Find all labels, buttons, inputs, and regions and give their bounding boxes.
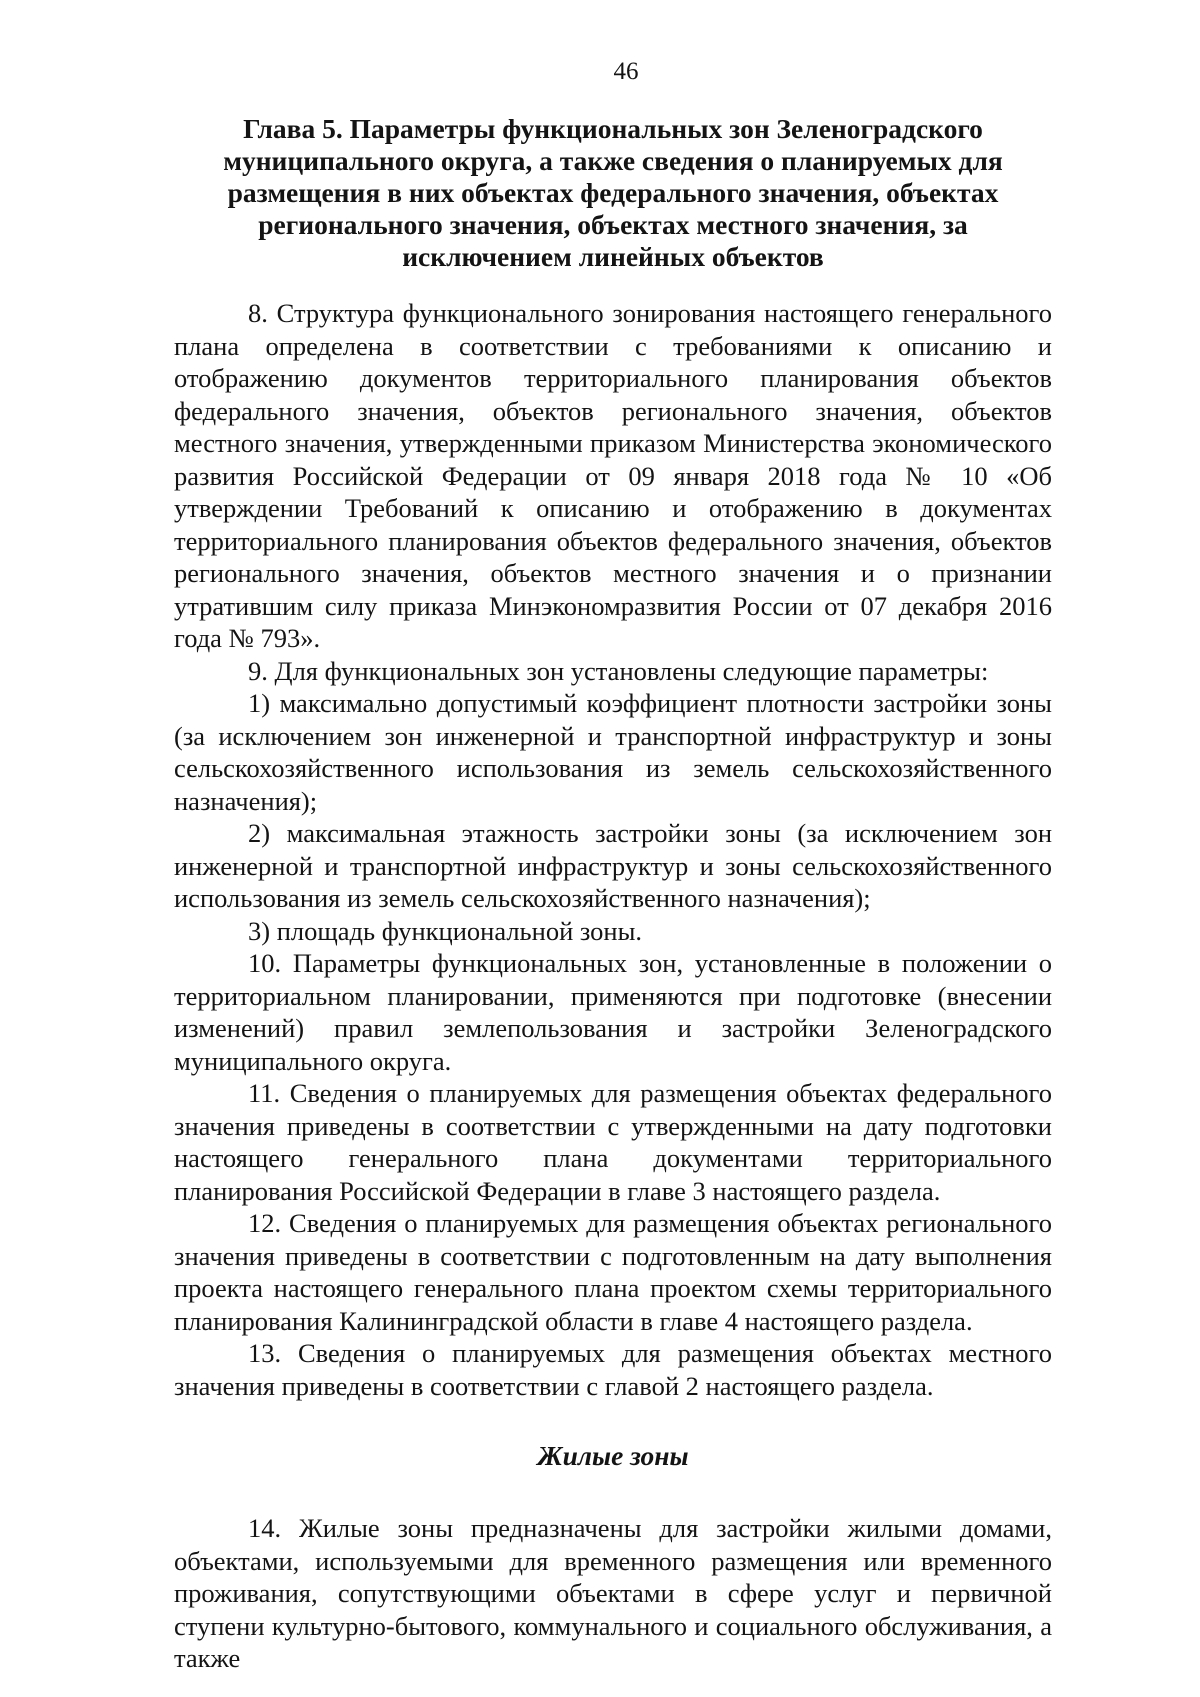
paragraph-13: 13. Сведения о планируемых для размещения объектах местного значения приведены в соответствии с главой 2 настоящего раздела. (174, 1338, 1052, 1401)
body-text (174, 297, 1052, 1675)
chapter-title: Глава 5. Параметры функциональных зон Зеленоградского муниципального округа, а также сведения о планируемых для размещения в них объектах федерального значения, объектах регионального значения, объектах местного значения, за исключением линейных объектов (223, 113, 1003, 272)
paragraph-14: 14. Жилые зоны предназначены для застройки жилыми домами, объектами, используемыми для временного размещения или временного проживания, сопутствующими объектами в сфере услуг и первичной ступени культурно-бытового, коммунального и социального обслуживания, а также (174, 1513, 1052, 1673)
section-heading: Жилые зоны (537, 1440, 689, 1471)
list-item-2: 2) максимальная этажность застройки зоны (за исключением зон инженерной и транспортной инфраструктур и зоны сельскохозяйственного использования из земель сельскохозяйственного назначения); (174, 818, 1052, 913)
paragraph-12: 12. Сведения о планируемых для размещения объектах регионального значения приведены в соответствии с подготовленным на дату выполнения проекта настоящего генерального плана проектом схемы территориального планирования Калининградской области в главе 4 настоящего раздела. (174, 1208, 1052, 1336)
list-item-3: 3) площадь функциональной зоны. (248, 915, 643, 946)
paragraph-8: 8. Структура функционального зонирования настоящего генерального плана определена в соответствии с требованиями к описанию и отображению документов территориального планирования объектов федерального значения, объектов регионального значения, объектов местного значения, утвержденными приказом Министерства экономического развития Российской Федерации от 09 января 2018 года № 10 «Об утверждении Требований к описанию и отображению в документах территориального планирования объектов федерального значения, объектов регионального значения, объектов местного значения и о признании утратившим силу приказа Минэкономразвития России от 07 декабря 2016 года № 793». (174, 298, 1052, 653)
paragraph-11: 11. Сведения о планируемых для размещения объектах федерального значения приведены в соответствии с утвержденными на дату подготовки настоящего генерального плана документами территориального планирования Российской Федерации в главе 3 настоящего раздела. (174, 1078, 1052, 1206)
list-item-1: 1) максимально допустимый коэффициент плотности застройки зоны (за исключением зон инженерной и транспортной инфраструктур и зоны сельскохозяйственного использования из земель сельскохозяйственного назначения); (174, 688, 1052, 816)
paragraph-9: 9. Для функциональных зон установлены следующие параметры: (248, 655, 989, 686)
page-number: 46 (613, 58, 639, 85)
paragraph-10: 10. Параметры функциональных зон, установленные в положении о территориальном планировании, применяются при подготовке (внесении изменений) правил землепользования и застройки Зеленоградского муниципального округа. (174, 948, 1052, 1076)
